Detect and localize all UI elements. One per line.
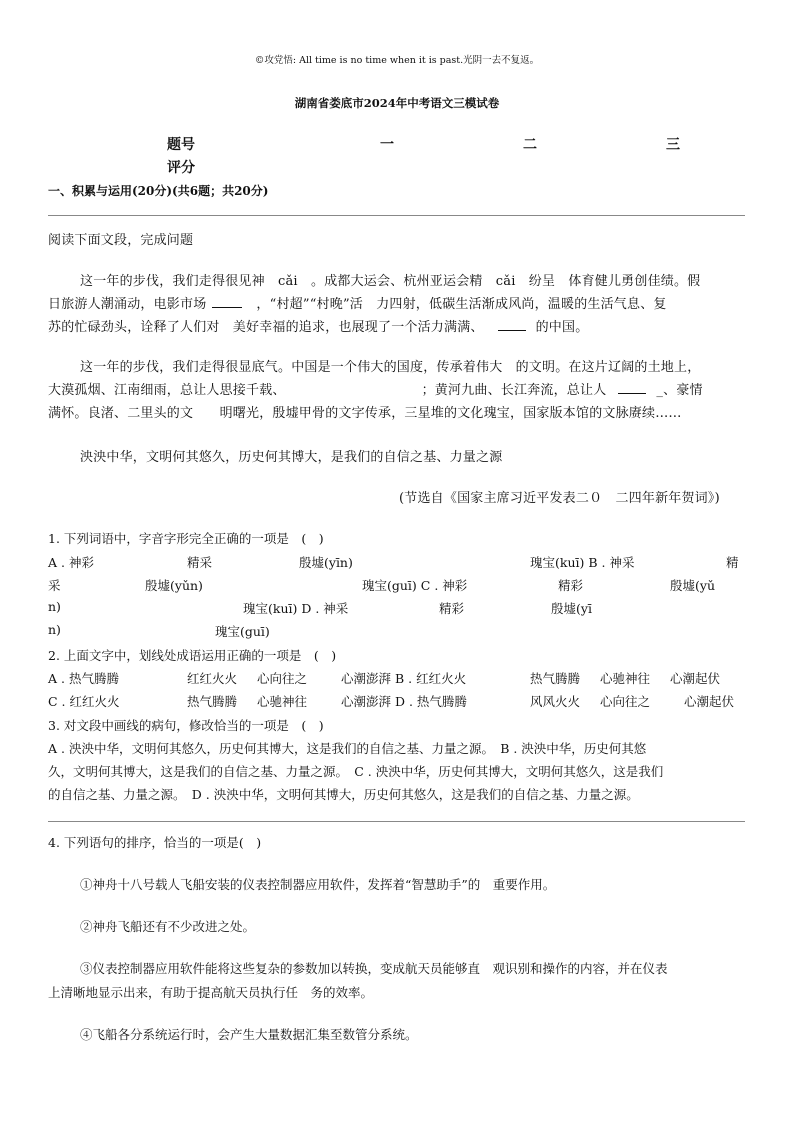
fill-blank	[498, 318, 526, 331]
score-table-score-label: 评分	[167, 160, 195, 176]
passage-intro: 阅读下面文段，完成问题	[48, 233, 194, 248]
question-1-stem: 1. 下列词语中，字音字形完全正确的一项是 ( )	[48, 531, 324, 546]
section-heading: 一、积累与运用(20分)(共6题；共20分)	[48, 184, 269, 198]
passage-p2-line2: 大漠孤烟、江南细雨，总让人思接千载、 ；黄河九曲、长江奔流，总让人 _、豪情	[48, 383, 703, 398]
question-3-options-line3: 的自信之基、力量之源。 D . 泱泱中华，文明何其博大，历史何其悠久，这是我们的自信之基、力量之源。	[48, 787, 639, 802]
question-3-stem: 3. 对文段中画线的病句，修改恰当的一项是 ( )	[48, 718, 324, 733]
question-4-sentence-3-cont: 上清晰地显示出来，有助于提高航天员执行任 务的效率。	[48, 985, 374, 1000]
passage-source: (节选自《国家主席习近平发表二０ 二四年新年贺词》)	[399, 491, 720, 506]
score-table-question-label: 题号	[167, 137, 195, 153]
question-4-sentence-4: ④飞船各分系统运行时，会产生大量数据汇集至数管分系统。	[80, 1027, 418, 1042]
question-4-sentence-1: ①神舟十八号载人飞船安装的仪表控制器应用软件，发挥着“智慧助手”的 重要作用。	[80, 877, 556, 892]
passage-p1-line2: 日旅游人潮涌动，电影市场 ，“村超”“村晚”活 力四射，低碳生活渐成风尚，温暖的生活气息、复	[48, 297, 667, 312]
divider	[48, 215, 745, 216]
page-motto: ©攻党悟: All time is no time when it is past.光阴一去不复返。	[254, 55, 540, 66]
question-3-options-line2: 久，文明何其博大，这是我们的自信之基、力量之源。 C . 泱泱中华，历史何其博大，文明何其悠久，这是我们	[48, 764, 664, 779]
fill-blank	[618, 381, 646, 394]
question-4-stem: 4. 下列语句的排序，恰当的一项是( )	[48, 835, 262, 850]
passage-p2-line3: 满怀。良渚、二里头的文 明曙光，殷墟甲骨的文字传承，三星堆的文化瑰宝，国家版本馆的文脉赓续……	[48, 406, 682, 421]
exam-title: 湖南省娄底市2024年中考语文三模试卷	[294, 96, 500, 110]
divider	[48, 821, 745, 822]
passage-p3: 泱泱中华，文明何其悠久，历史何其博大，是我们的自信之基、力量之源	[80, 450, 503, 465]
score-table-col-2: 二	[523, 137, 537, 153]
passage-p1-line3: 苏的忙碌劲头，诠释了人们对 美好幸福的追求，也展现了一个活力满满、 的中国。	[48, 320, 589, 335]
score-table-col-1: 一	[380, 137, 394, 153]
question-4-sentence-3: ③仪表控制器应用软件能将这些复杂的参数加以转换，变成航天员能够直 观识别和操作的内容，并在仪表	[80, 961, 668, 976]
question-2-stem: 2. 上面文字中，划线处成语运用正确的一项是 ( )	[48, 648, 337, 663]
question-4-sentence-2: ②神舟飞船还有不少改进之处。	[80, 919, 256, 934]
score-table-col-3: 三	[666, 137, 680, 153]
passage-p2-line1: 这一年的步伐，我们走得很显底气。中国是一个伟大的国度，传承着伟大 的文明。在这片辽阔的土地上，	[80, 360, 701, 375]
question-3-options-line1: A . 泱泱中华，文明何其悠久，历史何其博大，这是我们的自信之基、力量之源。 B . 泱泱中华，历史何其悠	[48, 741, 647, 756]
fill-blank	[212, 295, 242, 308]
passage-p1-line1: 这一年的步伐，我们走得很见神 cǎi 。成都大运会、杭州亚运会精 cǎi 纷呈 体育健儿勇创佳绩。假	[80, 274, 701, 289]
